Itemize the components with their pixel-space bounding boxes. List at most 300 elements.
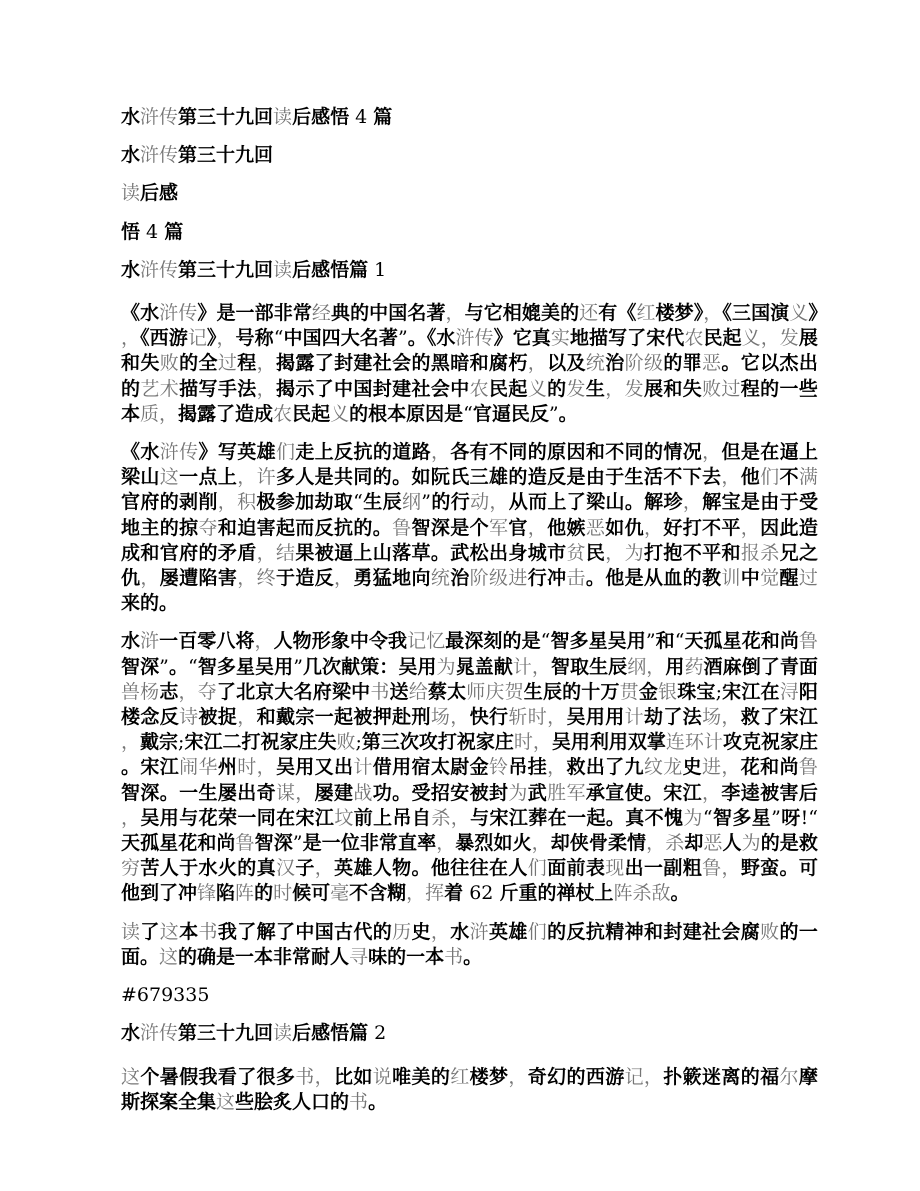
light-glyph-run: 现 <box>605 857 625 880</box>
light-glyph-run: 书 <box>198 920 218 943</box>
body-paragraph <box>121 1065 818 1115</box>
ascii-run: “ <box>540 630 551 653</box>
text-run: 吴用与花荣一同在宋江 <box>140 806 335 829</box>
text-run: 候可 <box>292 882 331 905</box>
text-run: 程的一些本 <box>121 377 818 425</box>
ascii-run: 2 <box>368 1022 387 1045</box>
text-run: 后感悟 <box>292 106 350 128</box>
ascii-run: ” <box>293 655 303 678</box>
text-run: 。 <box>463 945 483 968</box>
text-run: 号称 <box>235 327 274 350</box>
text-run: 智多星吴用 <box>550 630 646 653</box>
light-glyph-run: ， <box>216 327 236 350</box>
ascii-run: ” <box>771 806 781 829</box>
text-run: 功。受招安被封 <box>372 781 509 804</box>
body-paragraph <box>121 629 818 906</box>
light-glyph-run: 师庆贺 <box>466 680 524 703</box>
text-run: 本 <box>179 920 199 943</box>
light-glyph-run: ， <box>121 806 141 829</box>
text-run: 民起 <box>488 377 528 400</box>
text-run: 如仇 <box>605 516 644 539</box>
light-glyph-run: 贫 <box>566 541 586 564</box>
text-run: 后感悟篇 <box>292 1022 369 1045</box>
light-glyph-run: ， <box>703 302 723 325</box>
light-glyph-run: ， <box>643 516 664 539</box>
text-run: 英雄人物。他往往在人 <box>334 857 528 880</box>
light-glyph-run: 场， <box>430 706 470 729</box>
text-run: 水 <box>121 258 141 281</box>
ascii-run: #679335 <box>121 984 210 1007</box>
light-glyph-run: 药 <box>684 655 704 678</box>
light-glyph-run: 坟 <box>334 806 354 829</box>
text-run: 。《水 <box>407 327 456 350</box>
text-run: 吊挂 <box>508 756 548 779</box>
ascii-run: ” <box>292 832 303 855</box>
light-glyph-run: 斩时， <box>508 706 567 729</box>
text-run: 。 <box>670 882 690 905</box>
light-glyph-run: 统 <box>430 567 451 590</box>
text-run: 《水 <box>121 441 160 464</box>
text-run: 他 <box>740 466 761 489</box>
text-run: 但是在逼上梁山 <box>121 441 818 489</box>
text-run: 州 <box>217 756 238 779</box>
text-run: 智多星 <box>712 806 772 829</box>
light-glyph-run: 纲， <box>627 655 666 678</box>
light-glyph-run: 书 <box>349 1090 369 1113</box>
light-glyph-run: 战 <box>353 781 373 804</box>
light-glyph-run: ， <box>256 352 276 375</box>
text-run: 楼梦 <box>469 1065 509 1088</box>
text-run: 智深 <box>254 832 293 855</box>
text-run: 各有不同的原因和不同的情况 <box>450 441 703 464</box>
light-glyph-run: ， <box>430 920 451 943</box>
light-glyph-run: 恶 <box>702 352 722 375</box>
light-glyph-run: 过 <box>798 567 818 590</box>
text-run: 天孤星花和尚 <box>684 630 799 653</box>
ascii-run: 4 <box>140 220 165 243</box>
text-run: 生辰的十万 <box>523 680 620 703</box>
text-run: 英雄 <box>489 920 528 943</box>
light-glyph-run: 诗 <box>179 706 199 729</box>
light-glyph-run: ， <box>702 441 722 464</box>
text-run: 酒麻倒了青面 <box>703 655 818 678</box>
light-glyph-run: ， <box>237 706 257 729</box>
light-glyph-run: 鲁 <box>235 832 255 855</box>
text-run: 的确是一本非常耐人 <box>178 945 350 968</box>
text-run: 最深刻的是 <box>445 630 541 653</box>
text-run: 果被逼上山落草。武松出身城市 <box>295 541 567 564</box>
light-glyph-run: 这 <box>159 466 180 489</box>
text-run: 志 <box>159 680 179 703</box>
text-run: 与宋江葬在一起。真不愧 <box>470 806 684 829</box>
light-glyph-run: 为 <box>436 655 456 678</box>
text-run: 篇 <box>373 106 393 128</box>
text-run: 面前表 <box>547 857 606 880</box>
text-run: 后感 <box>140 182 179 205</box>
light-glyph-run: 浒 <box>140 630 160 653</box>
light-glyph-run: ， <box>527 352 548 375</box>
light-glyph-run: ， <box>547 756 567 779</box>
text-run: 第三次攻打祝家庄 <box>361 731 514 754</box>
text-run: 官府的剥削 <box>121 491 218 514</box>
text-run: 和 <box>655 630 675 653</box>
light-glyph-run: 训 <box>721 567 741 590</box>
text-run: 是一位非常直率 <box>302 832 437 855</box>
light-glyph-run: 浒传 <box>159 441 199 464</box>
light-glyph-run: 军 <box>488 516 509 539</box>
text-run: 的全 <box>179 352 218 375</box>
text-run: 智深。一生屡出奇 <box>121 781 276 804</box>
text-run: 展和失 <box>643 377 703 400</box>
text-run: 篇 <box>164 220 184 243</box>
heading-line <box>121 143 818 168</box>
light-glyph-run: 浒传 <box>140 1022 179 1045</box>
text-run: 斤重的禅杖上 <box>499 882 614 905</box>
text-run: 用 <box>665 655 685 678</box>
text-run: 几次献策：吴用 <box>302 655 437 678</box>
text-run: 野蛮。可他到了冲 <box>121 857 818 905</box>
light-glyph-run: 恶 <box>585 516 606 539</box>
text-run: 着 <box>444 882 464 905</box>
heading-line <box>121 105 818 130</box>
text-run: 》 <box>206 327 217 350</box>
heading-line <box>121 1021 818 1046</box>
light-glyph-run: 满 <box>798 466 818 489</box>
ascii-run: ” <box>421 491 432 514</box>
light-glyph-run: 过 <box>217 352 238 375</box>
text-run: 因此造成和官府的矛盾 <box>121 516 818 564</box>
text-run: 扑簌迷离的福 <box>663 1065 780 1088</box>
light-glyph-run: 艺术 <box>140 377 180 400</box>
light-glyph-run: ， <box>531 832 551 855</box>
light-glyph-run: 败 <box>336 731 356 754</box>
text-run: 吴用利用双掌 <box>551 731 666 754</box>
light-glyph-run: 记， <box>624 1065 664 1088</box>
text-run: 智深 <box>121 655 160 678</box>
text-run: 的是救 <box>760 832 818 855</box>
light-glyph-run: 浒传 <box>159 302 198 325</box>
text-run: 史 <box>682 756 703 779</box>
light-glyph-run: 说 <box>372 1065 393 1088</box>
text-run: 兄之仇 <box>121 541 818 590</box>
text-run: 了北京大名府梁中 <box>216 680 371 703</box>
light-glyph-run: 红 <box>450 1065 470 1088</box>
text-run: 治 <box>450 567 470 590</box>
light-glyph-run: 夺 <box>198 516 218 539</box>
light-glyph-run: 浒 <box>469 920 490 943</box>
light-glyph-run: 鲁， <box>702 857 741 880</box>
light-glyph-run: 历 <box>392 920 412 943</box>
text-run: 民 <box>585 541 606 564</box>
text-run: 阳楼念反 <box>121 680 818 729</box>
light-glyph-run: 进， <box>702 756 741 779</box>
text-run: 我了解了中国古代的 <box>217 920 393 943</box>
light-glyph-run: ， <box>436 832 456 855</box>
light-glyph-run: ， <box>508 1065 528 1088</box>
text-run: 摩斯探案全集 <box>121 1065 818 1113</box>
light-glyph-run: 还 <box>579 302 599 325</box>
ascii-run: “ <box>463 402 473 425</box>
text-run: 暴烈如火 <box>455 832 532 855</box>
text-run: 晁盖献 <box>455 655 513 678</box>
text-run: 有《 <box>598 302 637 325</box>
ascii-run: ” <box>548 402 559 425</box>
light-glyph-run: 读 <box>273 106 293 128</box>
light-glyph-run: 记 <box>187 327 207 350</box>
text-run: 了 <box>140 920 160 943</box>
ascii-run: “ <box>273 327 284 350</box>
text-run: 第三十九回 <box>178 106 274 128</box>
text-run: 劫了法 <box>643 706 703 729</box>
light-glyph-run: 毫 <box>330 882 350 905</box>
ascii-run: ; <box>355 731 362 754</box>
text-run: 花和尚 <box>740 756 799 779</box>
light-glyph-run: 书 <box>444 945 464 968</box>
text-run: 多人是共同的。如阮氏三雄的造反是由于生活不下去 <box>275 466 722 489</box>
text-run: 的罪 <box>663 352 703 375</box>
text-run: 人物形象中令我 <box>273 630 408 653</box>
text-run: 治 <box>605 352 625 375</box>
light-glyph-run: ，夺 <box>178 680 217 703</box>
light-glyph-run: ，许 <box>237 466 276 489</box>
light-glyph-run: 计 <box>624 706 644 729</box>
light-glyph-run: 闹华 <box>179 756 218 779</box>
ascii-run: ” <box>645 630 656 653</box>
light-glyph-run: 纹龙 <box>643 756 683 779</box>
text-run: 人 <box>722 832 742 855</box>
light-glyph-run: 质， <box>140 402 179 425</box>
text-run: 借用宿太尉金 <box>372 756 489 779</box>
light-glyph-run: ， <box>527 516 548 539</box>
text-run: 送 <box>389 680 409 703</box>
ascii-run: “ <box>353 491 363 514</box>
light-glyph-run: 阶级进 <box>469 567 528 590</box>
text-run: 比如 <box>334 1065 373 1088</box>
text-run: 承宣使。宋江 <box>585 781 703 804</box>
light-glyph-run: 寻 <box>349 945 369 968</box>
text-run: 《水 <box>121 302 160 325</box>
light-glyph-run: 兽杨 <box>121 680 160 703</box>
text-run: 醒 <box>779 567 799 590</box>
text-run: 智深是个 <box>411 516 489 539</box>
text-run: 救了宋江 <box>740 706 818 729</box>
text-run: 揭露了封建社会的黑暗和腐朽 <box>275 352 528 375</box>
text-run: 于造反 <box>275 567 335 590</box>
light-glyph-run: 农 <box>273 402 293 425</box>
text-run: 。 <box>168 655 189 678</box>
light-glyph-run: ， <box>430 441 451 464</box>
light-glyph-run: 胜军 <box>547 781 586 804</box>
light-glyph-run: 为 <box>683 806 703 829</box>
light-glyph-run: ， <box>445 302 465 325</box>
text-run: 史 <box>411 920 431 943</box>
light-glyph-run: 记忆 <box>407 630 446 653</box>
text-run: 珠宝 <box>677 680 716 703</box>
light-glyph-run: 锋 <box>197 882 217 905</box>
text-run: 。 <box>368 1090 388 1113</box>
text-run: 解宝是由于受地主的掠 <box>121 491 818 539</box>
light-glyph-run: 们 <box>527 920 548 943</box>
text-run: 宋江在 <box>722 680 780 703</box>
text-run: 攻克祝家庄。宋江 <box>121 731 818 779</box>
light-glyph-run: 觉 <box>760 567 780 590</box>
light-glyph-run: 读 <box>273 258 293 281</box>
light-glyph-run: ， <box>682 491 703 514</box>
body-paragraph <box>121 301 818 427</box>
text-run: 》它真 <box>493 327 551 350</box>
light-glyph-run: 鲁 <box>798 630 818 653</box>
text-run: 个暑假我看了很多 <box>140 1065 296 1088</box>
text-run: 后感悟篇 <box>292 258 369 281</box>
text-run: 却 <box>684 832 704 855</box>
light-glyph-run: 农 <box>469 377 489 400</box>
light-glyph-run: 计 <box>353 756 373 779</box>
light-glyph-run: 时， <box>513 731 552 754</box>
light-glyph-run: ， <box>121 327 141 350</box>
body-paragraph <box>121 920 818 970</box>
text-run: 的 <box>254 882 274 905</box>
light-glyph-run: 们 <box>275 441 296 464</box>
text-run: 水 <box>121 106 141 128</box>
light-glyph-run: 时 <box>273 882 293 905</box>
text-run: 宋江二打祝家庄失 <box>184 731 337 754</box>
light-glyph-run: 为 <box>741 832 761 855</box>
text-run: 武 <box>527 781 548 804</box>
body-paragraph <box>121 440 818 616</box>
light-glyph-run: 阶级 <box>624 352 664 375</box>
light-glyph-run: 贯 <box>619 680 639 703</box>
light-glyph-run: 动， <box>470 491 509 514</box>
light-glyph-run: ，杀 <box>646 832 685 855</box>
light-glyph-run: 实 <box>550 327 570 350</box>
ascii-run: !“ <box>800 806 818 829</box>
text-run: 的反抗精神和封建社会腐 <box>547 920 761 943</box>
light-glyph-run: 农 <box>684 327 704 350</box>
light-glyph-run: 读 <box>121 182 141 205</box>
text-run: 前上吊自 <box>353 806 432 829</box>
ascii-run: “ <box>702 806 713 829</box>
text-run: 以及 <box>547 352 586 375</box>
text-run: 从而上了梁山。解珍 <box>508 491 683 514</box>
text-run: 屡建 <box>314 781 354 804</box>
light-glyph-run: 书 <box>370 680 390 703</box>
light-glyph-run: 义 <box>330 402 350 425</box>
heading-line <box>121 258 818 283</box>
light-glyph-run: ，终 <box>237 567 276 590</box>
light-glyph-run: 为 <box>508 781 528 804</box>
light-glyph-run: 浒传 <box>140 106 179 128</box>
text-run: 》写英雄 <box>198 441 276 464</box>
text-run: 救出了九 <box>566 756 644 779</box>
light-glyph-run: 阵杀敌 <box>613 882 671 905</box>
text-run: 的 <box>547 377 567 400</box>
text-run: 戴宗 <box>140 731 179 754</box>
text-run: 走上反抗的道路 <box>295 441 431 464</box>
light-glyph-run: 发 <box>566 377 586 400</box>
text-run: 生辰 <box>362 491 402 514</box>
text-run: 奇幻的西游 <box>527 1065 625 1088</box>
light-glyph-run: 义 <box>527 377 548 400</box>
text-run: 与它相媲美的 <box>464 302 580 325</box>
text-run: 的行 <box>431 491 471 514</box>
light-glyph-run: 银 <box>658 680 678 703</box>
light-glyph-run: 浒传 <box>455 327 494 350</box>
light-glyph-run: 浔 <box>779 680 799 703</box>
light-glyph-run: 败 <box>159 352 180 375</box>
text-run: 生 <box>585 377 606 400</box>
light-glyph-run: 场， <box>702 706 741 729</box>
light-glyph-run: 们 <box>527 857 548 880</box>
text-run: 味的一本 <box>368 945 445 968</box>
light-glyph-run: 败 <box>760 920 780 943</box>
text-run: 极参加劫取 <box>256 491 354 514</box>
light-glyph-run: ， <box>256 377 276 400</box>
light-glyph-run: 统 <box>585 352 606 375</box>
light-glyph-run: ， <box>740 516 761 539</box>
light-glyph-run: 谋， <box>275 781 315 804</box>
ascii-run: “ <box>674 630 685 653</box>
text-run: 《三国演 <box>722 302 790 325</box>
light-glyph-run: 这 <box>159 945 179 968</box>
text-run: 智取生辰 <box>550 655 628 678</box>
text-run: 勇猛地向 <box>353 567 431 590</box>
text-run: 李逵被害后 <box>721 781 818 804</box>
ascii-run: ” <box>397 327 408 350</box>
text-run: 》 <box>808 302 818 325</box>
light-glyph-run: 纲 <box>401 491 422 514</box>
text-run: 第三十九回 <box>178 144 274 167</box>
light-glyph-run: 阵 <box>235 882 255 905</box>
light-glyph-run: ，发 <box>605 377 644 400</box>
light-glyph-run: 经 <box>311 302 331 325</box>
body-paragraph <box>121 983 818 1008</box>
text-run: 楼梦》 <box>655 302 704 325</box>
text-run: 和迫害起而反抗的。 <box>217 516 393 539</box>
text-run: 出一副粗 <box>624 857 703 880</box>
text-run: 水 <box>450 920 470 943</box>
text-run: 第三十九回 <box>178 1022 274 1045</box>
ascii-run: 1 <box>368 258 387 281</box>
text-run: 揭示了中国封建社会中 <box>275 377 470 400</box>
light-glyph-run: 这 <box>159 920 180 943</box>
light-glyph-run: 时， <box>237 756 276 779</box>
light-glyph-run: ，结 <box>256 541 296 564</box>
light-glyph-run: 书， <box>295 1065 335 1088</box>
text-run: 金 <box>638 680 659 703</box>
light-glyph-run: 给 <box>408 680 428 703</box>
text-run: 的根本原因是 <box>349 402 464 425</box>
text-run: 却侠骨柔情 <box>550 832 647 855</box>
light-glyph-run: 穷 <box>121 857 141 880</box>
text-run: 屡遭陷害 <box>159 567 238 590</box>
text-run: 。它以杰出的 <box>121 352 818 400</box>
light-glyph-run: ， <box>254 630 274 653</box>
text-run: 唯美的 <box>392 1065 451 1088</box>
light-glyph-run: ， <box>334 567 354 590</box>
text-run: 民起 <box>703 327 742 350</box>
text-run: 典的中国名著 <box>331 302 446 325</box>
text-run: 些脍炙人口的 <box>235 1090 350 1113</box>
light-glyph-run: 这 <box>121 1065 141 1088</box>
text-run: 来的。 <box>121 592 179 615</box>
light-glyph-run: 红 <box>636 302 656 325</box>
text-run: 和戴宗一起被押赴刑 <box>256 706 431 729</box>
light-glyph-run: 报杀 <box>740 541 780 564</box>
light-glyph-run: 读 <box>273 1022 293 1045</box>
text-run: 水 <box>121 144 141 167</box>
text-run: 》是一部非常 <box>197 302 312 325</box>
heading-line <box>121 220 818 245</box>
